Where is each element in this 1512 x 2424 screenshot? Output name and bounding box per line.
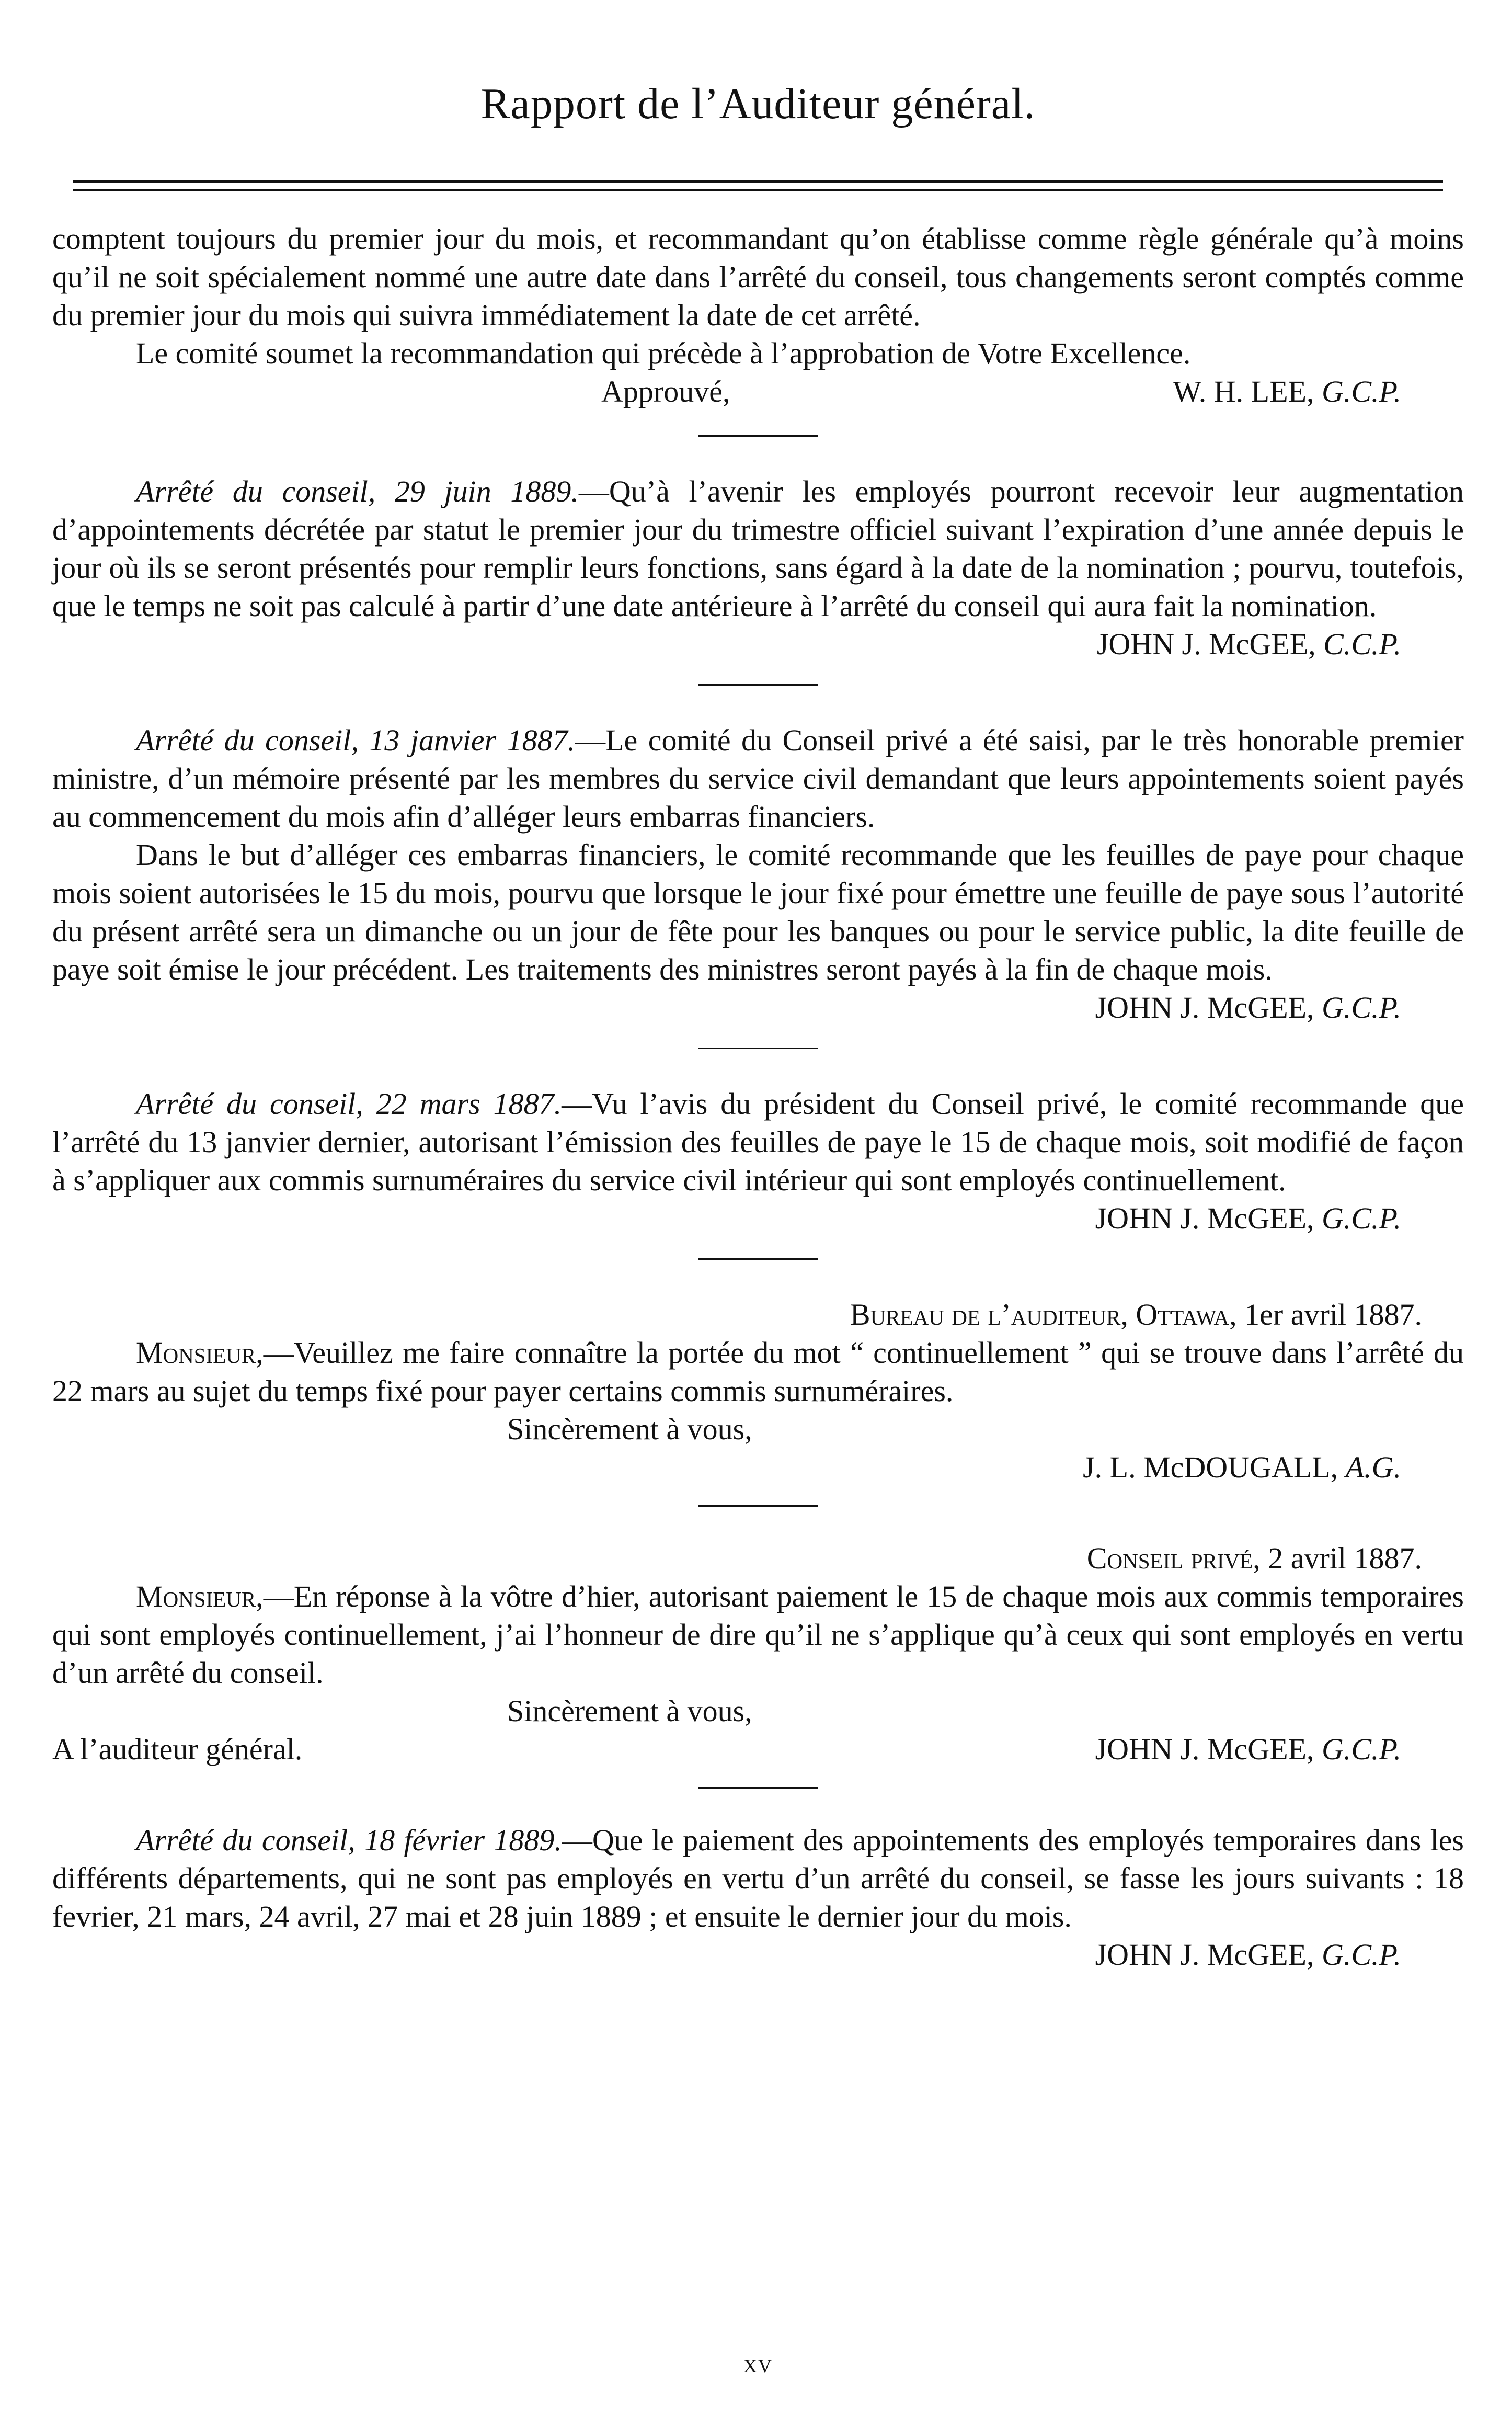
signature-title: C.C.P. xyxy=(1323,627,1401,661)
letter-body xyxy=(52,1334,1464,1410)
dateline-date: 2 avril 1887. xyxy=(1260,1541,1422,1575)
signature-name: JOHN J. McGEE, xyxy=(1095,1938,1322,1972)
paragraph-recommendation: Dans le but d’alléger ces embarras financiers, le comité recommande que les feuilles de paye pour chaque mois soient autorisées le 15 du mois, pourvu que lorsque le jour fixé pour émettre une feuille de paye sous l’autorité du présent arrêté sera un dimanche ou un jour de fête pour les banques ou pour le service public, la dite feuille de paye soit émise le jour précédent. Les traitements des ministres seront payés à la fin de chaque mois. xyxy=(52,838,1464,986)
page-number: xv xyxy=(743,2349,773,2379)
signature-title: G.C.P. xyxy=(1321,991,1401,1025)
order-in-council-paragraph xyxy=(52,1821,1464,1936)
section-divider xyxy=(698,1505,818,1507)
section-divider xyxy=(698,1258,818,1260)
addressee: A l’auditeur général. xyxy=(52,1732,303,1766)
salutation: Monsieur, xyxy=(136,1336,264,1370)
dateline-date: 1er avril 1887. xyxy=(1236,1298,1422,1332)
signature-name: J. L. McDOUGALL, xyxy=(1083,1450,1346,1484)
addressee-line xyxy=(52,1730,1464,1768)
signature-title: A.G. xyxy=(1345,1450,1401,1484)
page-title: Rapport de l’Auditeur général. xyxy=(480,79,1036,128)
order-heading: Arrêté du conseil, 13 janvier 1887. xyxy=(136,723,576,757)
signature xyxy=(52,625,1464,663)
approval-line xyxy=(52,372,1464,414)
order-body: —Qu’à l’avenir les employés pourront recevoir leur augmentation d’appointements décrétée par statut le premier jour du trimestre officiel suivant l’expiration d’une année depuis le jour où ils se seront présentés pour remplir leurs fonctions, sans égard à la date de la nomination ; pourvu, toutefois, que le temps ne soit pas calculé à partir d’une date antérieure à l’arrêté du conseil qui aura fait la nomination. xyxy=(52,474,1464,623)
signature-title: G.C.P. xyxy=(1321,374,1401,408)
letter-dateline xyxy=(52,1539,1464,1577)
letter-dateline xyxy=(52,1295,1464,1334)
signature-name: JOHN J. McGEE, xyxy=(1096,627,1324,661)
signature xyxy=(52,1448,1464,1486)
document-page xyxy=(52,0,1464,2424)
signature-name: JOHN J. McGEE, xyxy=(1095,1732,1322,1766)
dateline-office: Bureau de l’auditeur, Ottawa, xyxy=(850,1298,1237,1332)
order-in-council-paragraph xyxy=(52,472,1464,625)
paragraph-recommendation: Le comité soumet la recommandation qui précède à l’approbation de Votre Excellence. xyxy=(136,336,1191,370)
signature-name: W. H. LEE, xyxy=(1173,374,1322,408)
order-body: —Vu l’avis du président du Conseil privé, le comité recommande que l’arrêté du 13 janvier dernier, autorisant l’émission des feuilles de paye le 15 de chaque mois, soit modifié de façon à s’appliquer aux commis surnuméraires du service civil intérieur qui sont employés continuellement. xyxy=(52,1087,1464,1197)
letter-text: —Veuillez me faire connaître la portée du mot “ continuellement ” qui se trouve dans l’arrêté du 22 mars au sujet du temps fixé pour payer certains commis surnuméraires. xyxy=(52,1336,1464,1408)
signature-title: G.C.P. xyxy=(1321,1938,1401,1972)
letter-closing: Sincèrement à vous, xyxy=(507,1694,752,1728)
order-heading: Arrêté du conseil, 22 mars 1887. xyxy=(136,1087,562,1121)
signature-title: G.C.P. xyxy=(1321,1201,1401,1235)
order-in-council-paragraph xyxy=(52,721,1464,836)
signature xyxy=(1173,372,1401,411)
paragraph-continuation: comptent toujours du premier jour du mois, et recommandant qu’on établisse comme règle générale qu’à moins qu’il ne soit spécialement nommé une autre date dans l’arrêté du conseil, tous changements seront comptés comme du premier jour du mois qui suivra immédiatement la date de cet arrêté. xyxy=(52,222,1464,332)
section-divider xyxy=(698,1787,818,1789)
order-heading: Arrêté du conseil, 18 février 1889. xyxy=(136,1823,562,1857)
section-divider xyxy=(698,684,818,686)
letter-closing: Sincèrement à vous, xyxy=(507,1412,752,1446)
order-body: —Le comité du Conseil privé a été saisi, par le très honorable premier ministre, d’un mémoire présenté par les membres du service civil demandant que leurs appointements soient payés au commencement du mois afin d’alléger leurs embarras financiers. xyxy=(52,723,1464,834)
dateline-office: Conseil privé, xyxy=(1086,1541,1261,1575)
letter-text: —En réponse à la vôtre d’hier, autorisant paiement le 15 de chaque mois aux commis temporaires qui sont employés continuellement, j’ai l’honneur de dire qu’il ne s’applique qu’à ceux qui sont employés en vertu d’un arrêté du conseil. xyxy=(52,1579,1464,1690)
signature-title: G.C.P. xyxy=(1321,1732,1401,1766)
signature-name: JOHN J. McGEE, xyxy=(1095,1201,1322,1235)
section-divider xyxy=(698,1048,818,1049)
order-heading: Arrêté du conseil, 29 juin 1889. xyxy=(136,474,579,508)
signature xyxy=(52,1199,1464,1237)
letter-body xyxy=(52,1577,1464,1692)
signature xyxy=(52,1936,1464,1974)
signature xyxy=(1095,1730,1401,1768)
section-divider xyxy=(698,435,818,437)
approved-label: Approuvé, xyxy=(601,374,730,408)
order-in-council-paragraph xyxy=(52,1085,1464,1199)
signature-name: JOHN J. McGEE, xyxy=(1095,991,1322,1025)
signature xyxy=(52,988,1464,1027)
salutation: Monsieur, xyxy=(136,1579,264,1613)
document-body xyxy=(52,220,1464,1974)
header-rule-top xyxy=(73,180,1443,183)
header-rule-bottom xyxy=(73,189,1443,191)
order-body: —Que le paiement des appointements des employés temporaires dans les différents départements, qui ne sont pas employés en vertu d’un arrêté du conseil, se fasse les jours suivants : 18 fevrier, 21 mars, 24 avril, 27 mai et 28 juin 1889 ; et ensuite le dernier jour du mois. xyxy=(52,1823,1464,1933)
